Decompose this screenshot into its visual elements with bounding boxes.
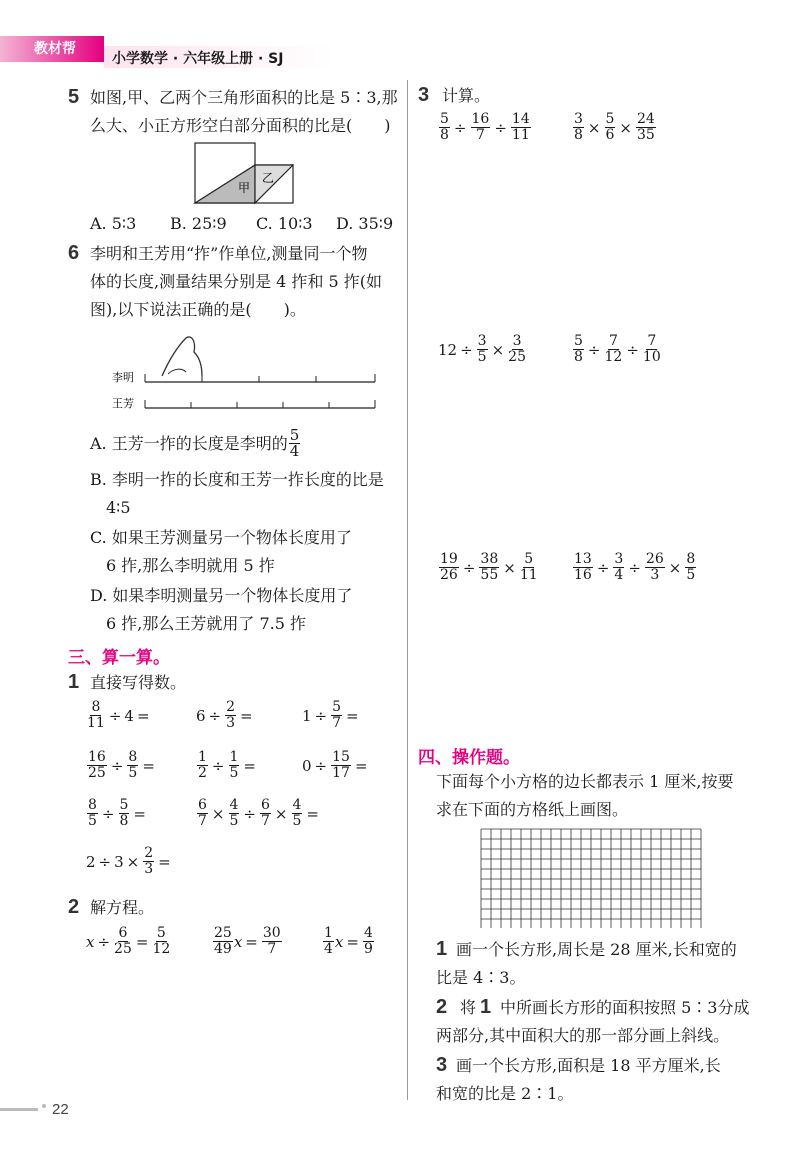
q5-option-c[interactable]: C. 10∶3 (256, 214, 313, 233)
q2-instruction: 解方程。 (90, 898, 155, 917)
question-number: 3 (418, 84, 430, 106)
q6-text-2: 体的长度,测量结果分别是 4 拃和 5 拃(如 (90, 272, 383, 291)
calc-item: $\frac{19}{26}$ ÷ $\frac{38}{55}$ × $\frac{5}{11}$ (440, 551, 538, 583)
footer-line (0, 1108, 38, 1111)
task2-text-2: 两部分,其中面积大的那一部分画上斜线。 (436, 1026, 730, 1045)
calc-item: $\frac{5}{8}$ ÷ $\frac{16}{7}$ ÷ $\frac{14}{11}$ (440, 111, 530, 143)
task-reference: 1 (480, 996, 492, 1018)
calc-item: $\frac{16}{25}$ ÷ $\frac{8}{5}$ = (88, 749, 155, 781)
question-number: 2 (68, 896, 80, 918)
sec4-intro-2: 求在下面的方格纸上画图。 (436, 800, 629, 819)
q5-option-a[interactable]: A. 5∶3 (90, 214, 137, 233)
q1-instruction: 直接写得数。 (90, 673, 187, 692)
task3-text-1: 画一个长方形,面积是 18 平方厘米,长 (456, 1056, 721, 1075)
book-title: 小学数学 · 六年级上册 · SJ (112, 51, 284, 67)
label-liming: 李明 (112, 371, 134, 384)
calc-item: $\frac{8}{5}$ ÷ $\frac{5}{8}$ = (88, 797, 146, 829)
calc-item: 0 ÷ $\frac{15}{17}$ = (302, 749, 368, 781)
q6-text-3: 图),以下说法正确的是( )。 (90, 300, 306, 319)
task2-text-lead: 将 (460, 998, 477, 1017)
brand-badge: 教材帮 (0, 36, 104, 62)
section-title: 四、操作题。 (418, 748, 520, 768)
question-number: 2 (436, 996, 448, 1018)
q5-text-2: 么大、小正方形空白部分面积的比是( ) (90, 116, 391, 135)
calc-item: $\frac{1}{2}$ ÷ $\frac{1}{5}$ = (198, 749, 256, 781)
calc-item: 6 ÷ $\frac{2}{3}$ = (196, 699, 253, 731)
q6-option-b-2: 4∶5 (106, 498, 131, 517)
calc-item: 1 ÷ $\frac{5}{7}$ = (302, 699, 359, 731)
q6-option-c[interactable]: C. 如果王芳测量另一个物体长度用了 (90, 528, 352, 547)
q6-option-c-2: 6 拃,那么李明就用 5 拃 (106, 556, 275, 575)
q5-option-d[interactable]: D. 35∶9 (336, 214, 394, 233)
column-divider (407, 80, 408, 1100)
sec4-intro-1: 下面每个小方格的边长都表示 1 厘米,按要 (436, 772, 734, 791)
q6-option-d-2: 6 拃,那么王芳就用了 7.5 拃 (106, 614, 306, 633)
equation: $\frac{1}{4}$ x = $\frac{4}{9}$ (324, 925, 373, 957)
equation: x ÷ $\frac{6}{25}$ = $\frac{5}{12}$ (86, 925, 171, 957)
q6-text-1: 李明和王芳用“拃”作单位,测量同一个物 (90, 244, 368, 263)
question-number: 1 (436, 938, 448, 960)
calc-item: $\frac{6}{7}$ × $\frac{4}{5}$ ÷ $\frac{6}{7}$ × $\frac{4}{5}$ = (198, 797, 319, 829)
label-jia: 甲 (238, 181, 251, 195)
q6-ruler-figure (110, 328, 390, 414)
calc-item: 2 ÷ 3 × $\frac{2}{3}$ = (86, 845, 171, 877)
calc-item: $\frac{8}{11}$ ÷ 4 = (87, 699, 150, 731)
task1-text-1: 画一个长方形,周长是 28 厘米,长和宽的 (456, 940, 737, 959)
label-wangfang: 王芳 (112, 397, 134, 410)
q6-option-a[interactable]: A. 王芳一拃的长度是李明的 $\frac{5}{4}$ (90, 426, 300, 460)
task3-text-2: 和宽的比是 2∶1。 (436, 1084, 574, 1103)
equation: $\frac{25}{49}$ x = $\frac{30}{7}$ (214, 925, 281, 957)
label-yi: 乙 (262, 171, 275, 185)
page-number: 22 (52, 1101, 69, 1118)
question-number: 6 (68, 242, 80, 264)
q5-square-figure (190, 140, 310, 206)
question-number: 5 (68, 86, 80, 108)
q6-option-b[interactable]: B. 李明一拃的长度和王芳一拃长度的比是 (90, 470, 384, 489)
question-number: 1 (68, 671, 80, 693)
question-number: 3 (436, 1054, 448, 1076)
q5-option-b[interactable]: B. 25∶9 (170, 214, 227, 233)
section-title: 三、算一算。 (68, 648, 170, 668)
calc-item: $\frac{5}{8}$ ÷ $\frac{7}{12}$ ÷ $\frac{7}{10}$ (574, 333, 661, 365)
grid-paper[interactable] (480, 828, 702, 928)
q6-option-d[interactable]: D. 如果李明测量另一个物体长度用了 (90, 586, 353, 605)
calc-item: $\frac{3}{8}$ × $\frac{5}{6}$ × $\frac{24}{35}$ (574, 111, 655, 143)
q5-text-1: 如图,甲、乙两个三角形面积的比是 5∶3,那 (90, 88, 398, 107)
task1-text-2: 比是 4∶3。 (436, 968, 526, 987)
task2-text-1: 中所画长方形的面积按照 5∶3分成 (500, 998, 750, 1017)
calc-item: $\frac{13}{16}$ ÷ $\frac{3}{4}$ ÷ $\frac{26}{3}$ × $\frac{8}{5}$ (574, 551, 696, 583)
q3-instruction: 计算。 (442, 86, 491, 105)
calc-item: 12 ÷ $\frac{3}{5}$ × $\frac{3}{25}$ (438, 333, 526, 365)
footer-dot (42, 1104, 46, 1108)
